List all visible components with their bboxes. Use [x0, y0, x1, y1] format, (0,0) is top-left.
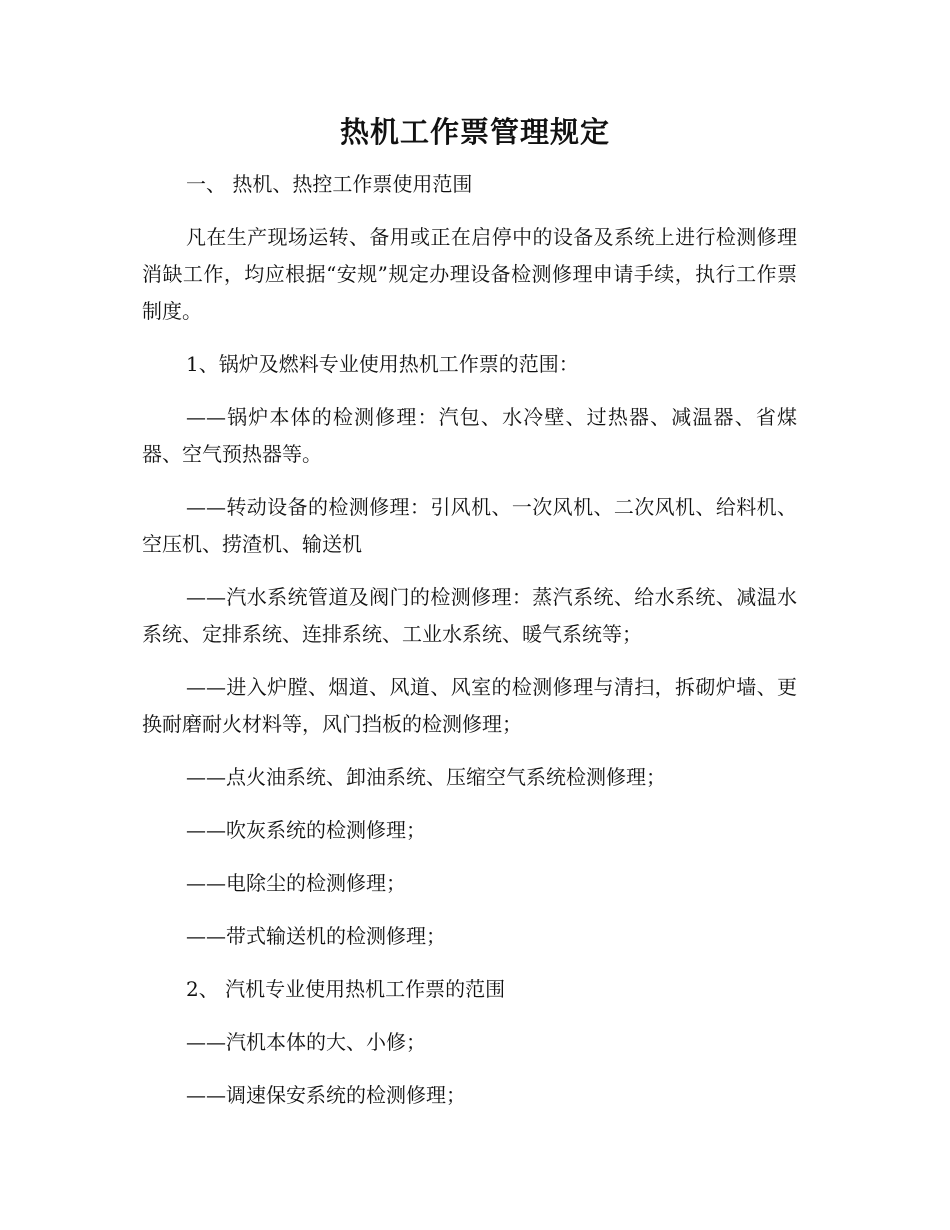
list-item: ——调速保安系统的检测修理； — [186, 1083, 466, 1107]
document-body — [142, 166, 797, 1130]
section-heading: 一、 热机、热控工作票使用范围 — [186, 172, 473, 196]
list-item: ——锅炉本体的检测修理：汽包、水冷壁、过热器、减温器、省煤器、空气预热器等。 — [142, 405, 797, 466]
list-item: ——汽水系统管道及阀门的检测修理：蒸汽系统、给水系统、减温水系统、定排系统、连排系统、工业水系统、暖气系统等； — [142, 585, 797, 646]
subsection-heading: 1、锅炉及燃料专业使用热机工作票的范围： — [186, 352, 579, 376]
list-item: ——转动设备的检测修理：引风机、一次风机、二次风机、给料机、空压机、捞渣机、输送机 — [142, 495, 797, 556]
page-title: 热机工作票管理规定 — [339, 115, 610, 149]
list-item: ——带式输送机的检测修理； — [186, 924, 446, 948]
paragraph: 凡在生产现场运转、备用或正在启停中的设备及系统上进行检测修理消缺工作，均应根据“安规”规定办理设备检测修理申请手续，执行工作票制度。 — [142, 225, 797, 323]
subsection-heading: 2、 汽机专业使用热机工作票的范围 — [186, 977, 506, 1001]
list-item: ——吹灰系统的检测修理； — [186, 818, 426, 842]
list-item: ——汽机本体的大、小修； — [186, 1030, 426, 1054]
list-item: ——电除尘的检测修理； — [186, 871, 406, 895]
list-item: ——点火油系统、卸油系统、压缩空气系统检测修理； — [186, 765, 666, 789]
list-item: ——进入炉膛、烟道、风道、风室的检测修理与清扫，拆砌炉墙、更换耐磨耐火材料等，风门挡板的检测修理； — [142, 675, 797, 736]
